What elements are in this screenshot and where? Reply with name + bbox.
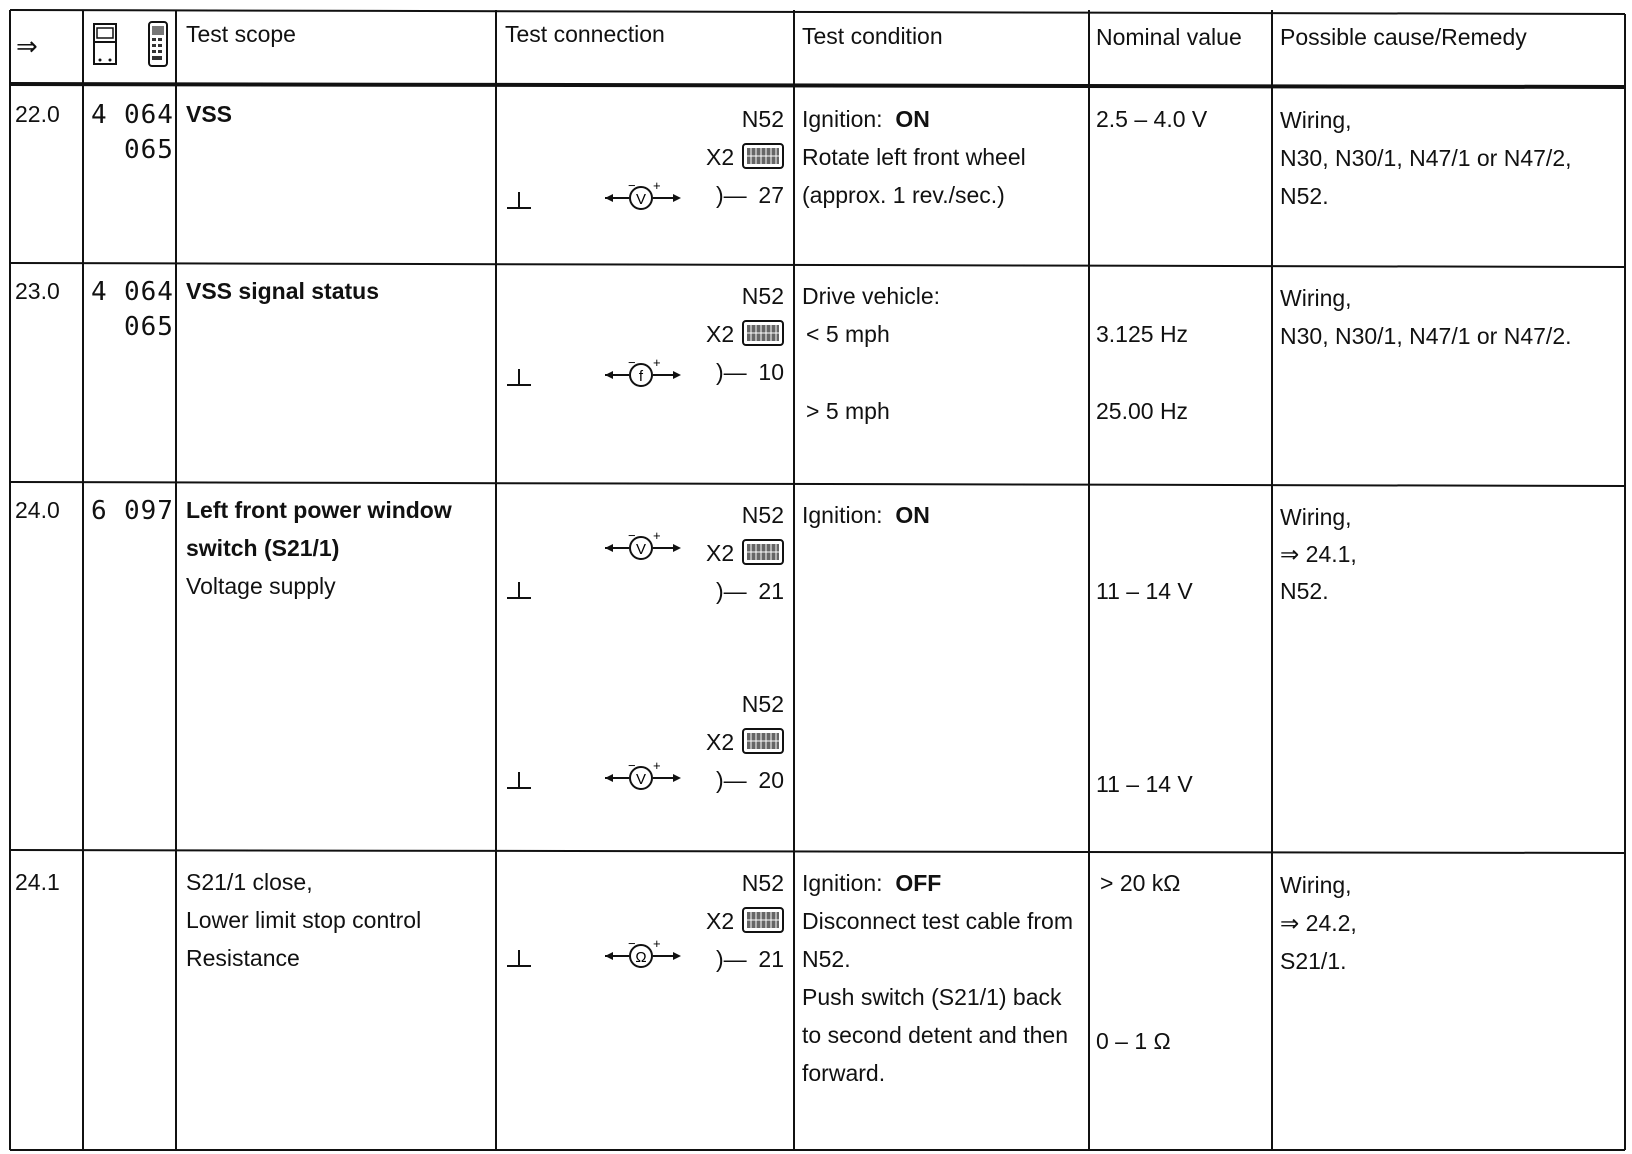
row-24-cause2: ⇒ 24.1, [1280,541,1357,567]
svg-text:+: + [653,760,661,773]
row-23-cond1: Drive vehicle: [802,283,941,309]
row-24-scope3: Voltage supply [186,573,336,599]
row-23-step: 23.0 [15,278,60,304]
row-24-scope2: switch (S21/1) [186,535,340,561]
ground-symbol-icon [504,770,534,797]
row-22-cause3: N52. [1280,183,1329,209]
row-22-cause1: Wiring, [1280,107,1352,133]
meter-symbol: V [635,771,647,788]
row-241-module: N52 [741,870,784,896]
row-241-cond4: Push switch (S21/1) back [802,984,1062,1010]
row-241-cond5: to second detent and then [802,1022,1068,1048]
row-241-cond1: Ignition: OFF [802,870,942,896]
ground-symbol-icon [504,367,534,394]
header-nominal-value: Nominal value [1096,24,1242,50]
voltmeter-icon [603,530,683,571]
row-23-pin: 10 [758,359,784,385]
row-22-nominal: 2.5 – 4.0 V [1096,106,1208,132]
row-241-scope3: Resistance [186,945,300,971]
row-24-cond1: Ignition: ON [802,502,930,528]
row-22-step: 22.0 [15,101,60,127]
svg-text:−: − [628,180,636,193]
meter-symbol: f [638,368,644,385]
row-241-scope1: S21/1 close, [186,869,313,895]
row-23-code-b1: 064 [124,277,174,307]
row-22-scope: VSS [186,101,233,127]
row-23-nominal2: 25.00 Hz [1096,398,1189,424]
row-23-cond2: < 5 mph [806,321,890,347]
row-23-connector: X2 [706,321,735,347]
row-22-module: N52 [741,106,784,132]
header-test-condition: Test condition [802,23,943,49]
voltmeter-icon [603,180,683,221]
row-23-scope: VSS signal status [186,278,380,304]
row-24-module2: N52 [741,691,784,717]
row-241-nominal2: 0 – 1 Ω [1096,1028,1171,1054]
row-22-code-b2: 065 [124,135,174,165]
row-241-cond2: Disconnect test cable from [802,908,1074,934]
svg-text:+: + [653,180,661,193]
meter-symbol: V [635,191,647,208]
row-241-pin: 21 [758,946,784,972]
row-241-cause2: ⇒ 24.2, [1280,910,1357,936]
row-24-connector2: X2 [706,729,735,755]
row-23-nominal1: 3.125 Hz [1096,321,1189,347]
row-241-nominal1: > 20 kΩ [1100,870,1181,896]
row-241-scope2: Lower limit stop control [186,907,422,933]
row-24-cause3: N52. [1280,578,1329,604]
row-241-cond6: forward. [802,1060,886,1086]
ground-symbol-icon [504,580,534,607]
ground-symbol-icon [504,948,534,975]
row-22-cond1: Ignition: ON [802,106,930,132]
row-24-pin1-prefix: )— [716,578,747,604]
row-241-pin-prefix: )— [716,946,747,972]
row-241-step: 24.1 [15,869,60,895]
row-23-code-a: 4 [91,277,108,307]
row-22-cause2: N30, N30/1, N47/1 or N47/2, [1280,145,1572,171]
row-241-cause1: Wiring, [1280,872,1352,898]
row-24-pin2: 20 [758,767,784,793]
multimeter-icon [92,22,118,71]
row-23-cause2: N30, N30/1, N47/1 or N47/2. [1280,323,1572,349]
header-arrow: ⇒ [16,31,38,61]
row-22-connector: X2 [706,144,735,170]
row-22-pin-prefix: )— [716,182,747,208]
row-23-module: N52 [741,283,784,309]
row-24-module1: N52 [741,502,784,528]
row-22-code-b1: 064 [124,100,174,130]
svg-text:−: − [628,530,636,543]
ohmmeter-icon [603,938,683,979]
svg-text:+: + [653,530,661,543]
row-24-step: 24.0 [15,497,60,523]
row-241-connector: X2 [706,908,735,934]
row-24-scope1: Left front power window [186,497,452,523]
row-22-pin: 27 [758,182,784,208]
row-24-connector1: X2 [706,540,735,566]
svg-text:+: + [653,938,661,951]
connector-icon [742,143,784,174]
diagnostic-tester-icon [145,20,171,73]
ground-symbol-icon [504,190,534,217]
row-24-code-a: 6 [91,496,108,526]
connector-icon [742,728,784,759]
row-24-nominal2: 11 – 14 V [1096,771,1193,797]
svg-text:−: − [628,760,636,773]
row-24-cause1: Wiring, [1280,504,1352,530]
connector-icon [742,539,784,570]
row-241-cond3: N52. [802,946,851,972]
row-23-cond3: > 5 mph [806,398,890,424]
meter-symbol: Ω [635,949,647,966]
row-24-pin2-prefix: )— [716,767,747,793]
svg-text:−: − [628,938,636,951]
connector-icon [742,907,784,938]
header-test-scope: Test scope [186,21,296,47]
meter-symbol: V [635,541,647,558]
row-22-cond3: (approx. 1 rev./sec.) [802,182,1005,208]
svg-text:+: + [653,357,661,370]
row-23-pin-prefix: )— [716,359,747,385]
row-23-code-b2: 065 [124,312,174,342]
connector-icon [742,320,784,351]
svg-text:−: − [628,357,636,370]
frequency-meter-icon [603,357,683,398]
row-241-cause3: S21/1. [1280,948,1347,974]
voltmeter-icon [603,760,683,801]
row-23-cause1: Wiring, [1280,285,1352,311]
row-24-code-b1: 097 [124,496,174,526]
row-24-pin1: 21 [758,578,784,604]
row-24-nominal1: 11 – 14 V [1096,578,1193,604]
row-22-cond2: Rotate left front wheel [802,144,1026,170]
row-22-code-a: 4 [91,100,108,130]
header-test-connection: Test connection [505,21,665,47]
header-possible-cause: Possible cause/Remedy [1280,24,1527,50]
